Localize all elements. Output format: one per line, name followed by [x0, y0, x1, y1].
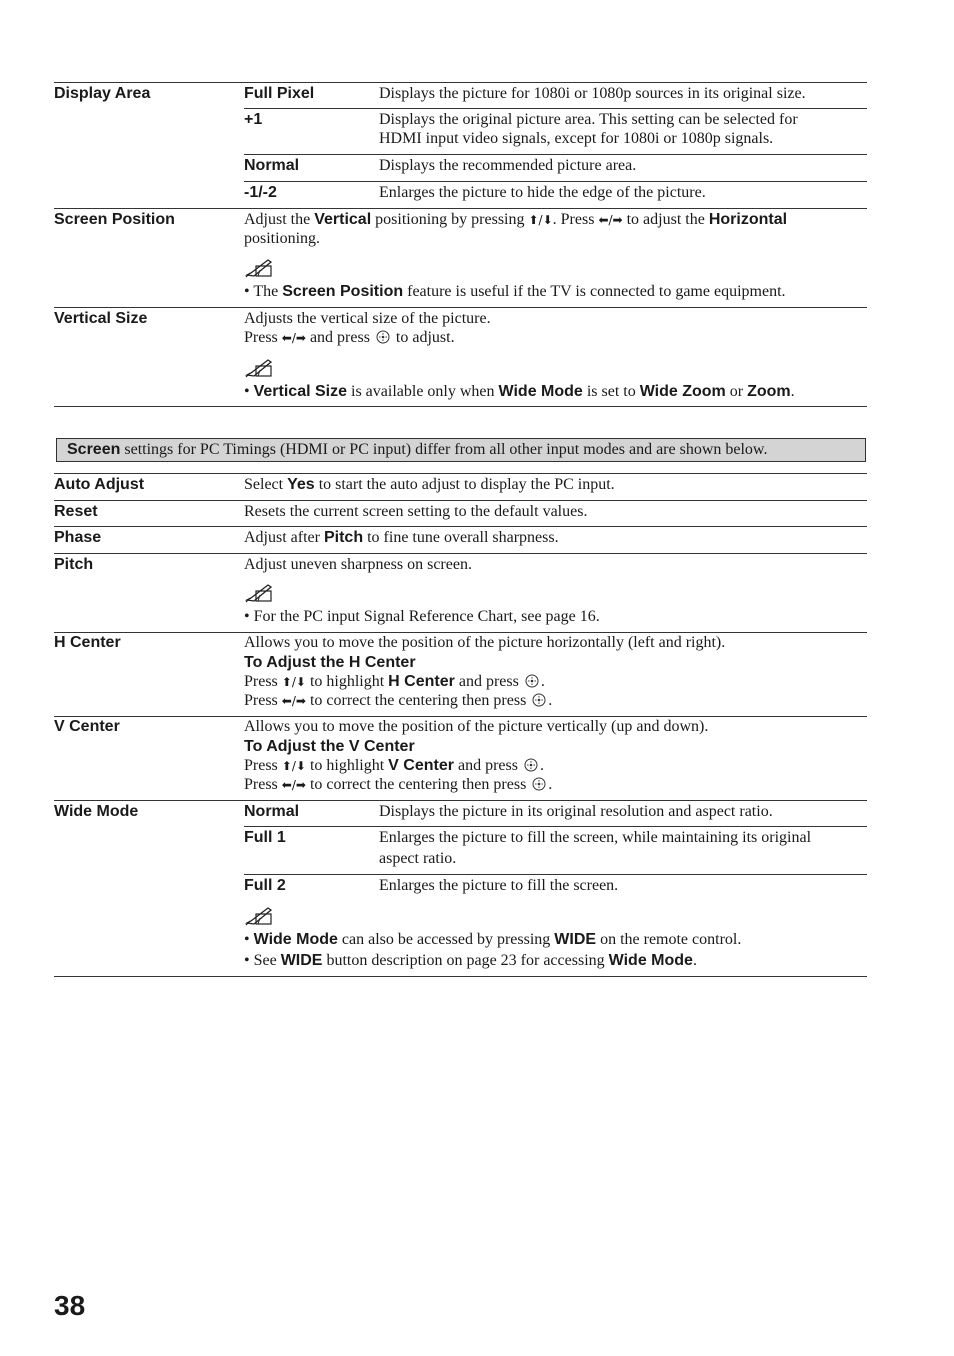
row-label-vertical-size: Vertical Size	[54, 310, 148, 327]
bold-term: Screen	[67, 441, 121, 458]
option-desc: Displays the recommended picture area.	[379, 157, 637, 174]
divider	[244, 154, 867, 155]
text: to fine tune overall sharpness.	[367, 529, 559, 546]
description	[244, 775, 552, 795]
note-icon	[244, 583, 274, 603]
divider	[54, 800, 867, 801]
bold-term: Wide Mode	[498, 383, 583, 400]
text: .	[548, 776, 553, 793]
option-desc: Enlarges the picture to fill the screen, while maintaining its original	[379, 829, 812, 846]
row-label-v-center: V Center	[54, 718, 120, 735]
text: Select	[244, 476, 284, 493]
row-label-wide-mode: Wide Mode	[54, 803, 139, 820]
page-number: 38	[54, 1290, 86, 1321]
option-desc: Displays the original picture area. This setting can be selected for	[379, 111, 798, 128]
text: to highlight	[309, 673, 385, 690]
note-icon	[244, 906, 274, 926]
text: to start the auto adjust to display the PC input.	[318, 476, 615, 493]
divider	[54, 208, 867, 209]
description: Allows you to move the position of the picture horizontally (left and right).	[244, 634, 726, 651]
description: Resets the current screen setting to the default values.	[244, 503, 588, 520]
option-full-pixel: Full Pixel	[244, 85, 315, 102]
text: Press	[244, 329, 278, 346]
left-right-arrow-icon: ⬅/➡	[281, 694, 306, 708]
left-right-arrow-icon: ⬅/➡	[281, 331, 306, 345]
option-normal: Normal	[244, 157, 300, 174]
left-right-arrow-icon: ⬅/➡	[598, 213, 623, 227]
text: . Press	[552, 211, 595, 228]
text: .	[548, 692, 553, 709]
divider	[54, 976, 867, 977]
option-desc: Displays the picture in its original resolution and aspect ratio.	[379, 803, 773, 820]
text: .	[790, 383, 795, 400]
bold-term: Wide Mode	[608, 952, 693, 969]
bold-term: Yes	[287, 476, 315, 493]
option-desc: Enlarges the picture to fill the screen.	[379, 877, 619, 894]
text: Press	[244, 673, 278, 690]
option-desc: Enlarges the picture to hide the edge of the picture.	[379, 184, 706, 201]
text: .	[539, 757, 544, 774]
bold-term: WIDE	[554, 931, 597, 948]
bold-term: WIDE	[280, 952, 323, 969]
note-icon	[244, 258, 274, 278]
up-down-arrow-icon: ⬆/⬇	[528, 213, 553, 227]
text: on the remote control.	[600, 931, 742, 948]
description	[244, 528, 559, 547]
option-full-1: Full 1	[244, 829, 286, 846]
text: and press	[309, 329, 370, 346]
row-label-pitch: Pitch	[54, 556, 94, 573]
description	[244, 475, 615, 494]
procedure-heading: To Adjust the V Center	[244, 738, 415, 755]
description: positioning.	[244, 230, 321, 247]
up-down-arrow-icon: ⬆/⬇	[281, 759, 306, 773]
note	[244, 951, 697, 970]
banner-text	[67, 440, 767, 459]
bold-term: Horizontal	[708, 211, 788, 228]
up-down-arrow-icon: ⬆/⬇	[281, 675, 306, 689]
text: can also be accessed by pressing	[341, 931, 551, 948]
description: Adjust uneven sharpness on screen.	[244, 556, 472, 573]
text: .	[540, 673, 545, 690]
option-desc: HDMI input video signals, except for 1080i or 1080p signals.	[379, 130, 774, 147]
text: Adjust the	[244, 211, 311, 228]
row-label-display-area: Display Area	[54, 85, 151, 102]
divider	[244, 108, 867, 109]
enter-button-icon	[525, 674, 539, 688]
divider	[244, 826, 867, 827]
enter-button-icon	[532, 693, 546, 707]
note	[244, 930, 741, 949]
text: positioning by pressing	[375, 211, 525, 228]
bold-term: Vertical	[314, 211, 372, 228]
bold-term: Screen Position	[282, 283, 404, 300]
description: Allows you to move the position of the picture vertically (up and down).	[244, 718, 709, 735]
divider	[54, 500, 867, 501]
enter-button-icon	[376, 330, 390, 344]
text: Press	[244, 692, 278, 709]
option-desc: Displays the picture for 1080i or 1080p sources in its original size.	[379, 85, 806, 102]
text: • The	[244, 283, 279, 300]
divider	[54, 307, 867, 308]
option-plus1: +1	[244, 111, 263, 128]
text: to correct the centering then press	[309, 692, 527, 709]
bold-term: V Center	[388, 757, 454, 774]
divider	[54, 526, 867, 527]
divider	[244, 181, 867, 182]
row-label-h-center: H Center	[54, 634, 121, 651]
pc-timings-banner	[56, 438, 866, 462]
text: is set to	[586, 383, 636, 400]
text: •	[244, 931, 250, 948]
note: • For the PC input Signal Reference Chart, see page 16.	[244, 608, 600, 625]
enter-button-icon	[532, 777, 546, 791]
text: button description on page 23 for accessing	[326, 952, 605, 969]
divider	[54, 473, 867, 474]
description	[244, 328, 455, 348]
description	[244, 691, 552, 711]
enter-button-icon	[524, 758, 538, 772]
note	[244, 382, 795, 401]
description	[244, 672, 545, 692]
option-desc: aspect ratio.	[379, 850, 457, 867]
text: and press	[457, 757, 518, 774]
note-icon	[244, 358, 274, 378]
bold-term: Vertical Size	[253, 383, 347, 400]
bold-term: Pitch	[323, 529, 364, 546]
text: and press	[458, 673, 519, 690]
row-label-screen-position: Screen Position	[54, 211, 175, 228]
divider	[54, 406, 867, 407]
divider	[54, 553, 867, 554]
text: • See	[244, 952, 277, 969]
text: or	[729, 383, 744, 400]
option-minus: -1/-2	[244, 184, 277, 201]
bold-term: H Center	[388, 673, 455, 690]
divider	[244, 874, 867, 875]
text: •	[244, 383, 250, 400]
text: .	[692, 952, 697, 969]
description: Adjusts the vertical size of the picture.	[244, 310, 491, 327]
row-label-reset: Reset	[54, 503, 98, 520]
text: settings for PC Timings (HDMI or PC input) differ from all other input modes and are shown below.	[124, 441, 768, 458]
option-normal: Normal	[244, 803, 300, 820]
text: to highlight	[309, 757, 385, 774]
text: to adjust.	[395, 329, 455, 346]
description	[244, 756, 544, 776]
row-label-phase: Phase	[54, 529, 102, 546]
bold-term: Wide Zoom	[639, 383, 726, 400]
row-label-auto-adjust: Auto Adjust	[54, 476, 145, 493]
text: Adjust after	[244, 529, 320, 546]
bold-term: Zoom	[747, 383, 791, 400]
bold-term: Wide Mode	[253, 931, 338, 948]
description	[244, 210, 787, 230]
text: is available only when	[351, 383, 495, 400]
left-right-arrow-icon: ⬅/➡	[281, 778, 306, 792]
procedure-heading: To Adjust the H Center	[244, 654, 416, 671]
text: Press	[244, 757, 278, 774]
text: Press	[244, 776, 278, 793]
note	[244, 282, 786, 301]
text: feature is useful if the TV is connected to game equipment.	[407, 283, 786, 300]
text: to correct the centering then press	[309, 776, 527, 793]
divider	[54, 82, 867, 83]
text: to adjust the	[626, 211, 705, 228]
option-full-2: Full 2	[244, 877, 286, 894]
